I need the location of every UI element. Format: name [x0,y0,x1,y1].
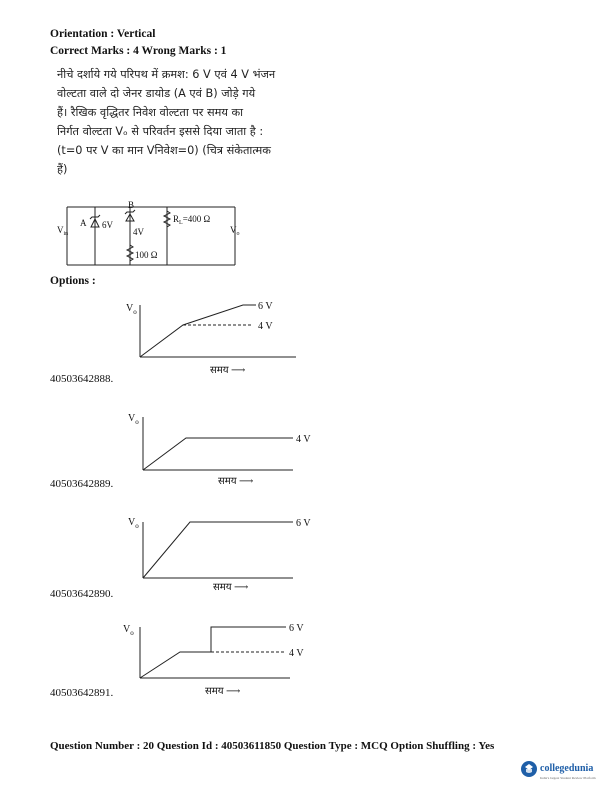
question-line: हैं) [57,163,68,176]
svg-text:समय ⟶: समय ⟶ [205,686,241,697]
question-line: (t=0 पर V का मान Vनिवेश=0) (चित्र संकेतात्मक [57,144,271,157]
svg-text:Vo: $V_o$ [128,413,139,426]
label-b: B [128,200,135,210]
svg-text:समय ⟶: समय ⟶ [218,476,254,487]
vin-label: $V_{in}$ [57,225,69,237]
svg-text:समय ⟶: समय ⟶ [213,582,249,593]
vo-label: $V_o$ [230,225,240,237]
collegedunia-logo [520,757,602,783]
option-label: 6 V [258,301,273,312]
svg-text:Vo: $V_o$ [123,624,134,637]
svg-text:Vo: $V_o$ [126,303,137,316]
option-label: 4 V [258,321,273,332]
option-id-4[interactable]: 40503642891. [50,687,114,699]
option-graph-4[interactable] [118,615,318,700]
question-line: वोल्टता वाले दो जेनर डायोड (A एवं B) जोड़े गये [57,87,256,100]
label-a: A [80,218,87,228]
svg-text:Vo: $V_o$ [128,517,139,530]
label-6v: 6V [102,220,113,230]
circuit-diagram [55,195,255,275]
option-graph-3[interactable] [118,510,328,595]
svg-text:समय ⟶: समय ⟶ [210,365,246,376]
option-graph-2[interactable] [118,405,328,490]
svg-text:collegedunia: collegedunia [540,763,594,774]
question-line: निर्गत वोल्टता Vₒ से परिवर्तन इससे दिया जाता है : [57,125,264,138]
option-label: 4 V [296,434,311,445]
option-label: 4 V [289,648,304,659]
label-4v: 4V [133,227,144,237]
option-id-3[interactable]: 40503642890. [50,588,114,600]
question-line: नीचे दर्शाये गये परिपथ में क्रमश: 6 V एवं 4 V भंजन [57,68,276,81]
svg-text:India's largest Student Review: India's largest Student Review Platform [540,776,596,780]
option-id-2[interactable]: 40503642889. [50,478,114,490]
option-label: 6 V [296,518,311,529]
option-graph-1[interactable] [118,295,318,380]
option-id-1[interactable]: 40503642888. [50,373,114,385]
question-meta: Question Number : 20 Question Id : 40503611850 Question Type : MCQ Option Shuffling : Yes [50,740,495,752]
option-label: 6 V [289,623,304,634]
marks-label: Correct Marks : 4 Wrong Marks : 1 [50,45,227,57]
label-rl: $R_L=400$ Ω [173,214,211,226]
orientation-label: Orientation : Vertical [50,28,156,40]
question-text [57,65,305,179]
label-100: 100 Ω [135,250,158,260]
question-line: हैं। रैखिक वृद्धितर निवेश वोल्टता पर समय का [57,106,244,119]
options-heading: Options : [50,275,96,287]
